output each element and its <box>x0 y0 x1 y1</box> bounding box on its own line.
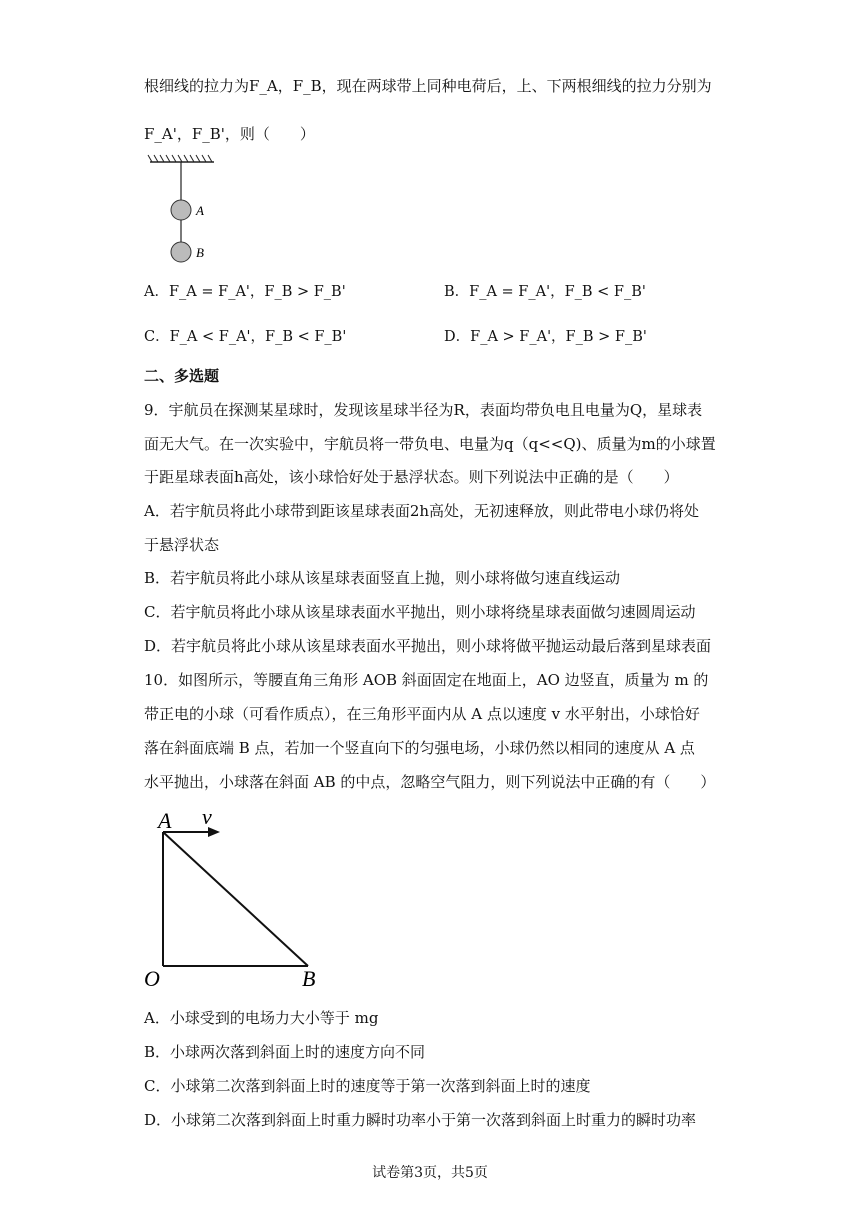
q8-option-a: A．F_A = F_A'，F_B > F_B' <box>144 284 346 300</box>
q8-option-c: C．F_A < F_A'，F_B < F_B' <box>144 329 347 345</box>
q10-option-a: A．小球受到的电场力大小等于 mg <box>144 1009 379 1027</box>
q9-option-d: D．若宇航员将此小球从该星球表面水平抛出，则小球将做平抛运动最后落到星球表面 <box>144 637 712 655</box>
q10-line-3: 落在斜面底端 B 点，若加一个竖直向下的匀强电场，小球仍然以相同的速度从 A 点 <box>144 739 695 757</box>
q8-line-2: F_A'，F_B'，则（ ） <box>144 125 315 143</box>
q8-option-d: D．F_A > F_A'，F_B > F_B' <box>444 329 647 345</box>
q9-option-c: C．若宇航员将此小球从该星球表面水平抛出，则小球将绕星球表面做匀速圆周运动 <box>144 603 696 621</box>
point-o-label: O <box>144 966 160 991</box>
point-b-label: B <box>302 966 316 991</box>
velocity-v-label: v <box>202 804 212 829</box>
q10-option-b: B．小球两次落到斜面上时的速度方向不同 <box>144 1043 426 1061</box>
q10-line-4: 水平抛出，小球落在斜面 AB 的中点，忽略空气阻力，则下列说法中正确的有（ ） <box>144 773 716 791</box>
ball-b-label: B <box>196 245 204 260</box>
q10-line-1: 10．如图所示，等腰直角三角形 AOB 斜面固定在地面上，AO 边竖直，质量为 m 的 <box>144 671 709 689</box>
q10-option-d: D．小球第二次落到斜面上时重力瞬时功率小于第一次落到斜面上时重力的瞬时功率 <box>144 1111 697 1129</box>
q8-option-b: B．F_A = F_A'，F_B < F_B' <box>444 284 646 300</box>
ball-a-label: A <box>196 203 204 218</box>
q9-option-a-line-2: 于悬浮状态 <box>144 536 220 554</box>
section-title-multiple-choice: 二、多选题 <box>144 367 220 385</box>
q9-line-2: 面无大气。在一次实验中，宇航员将一带负电、电量为q（q<<Q)、质量为m的小球置 <box>144 435 716 453</box>
triangle-aob-figure <box>140 800 340 1000</box>
q9-line-1: 9．宇航员在探测某星球时，发现该星球半径为R，表面均带负电且电量为Q，星球表 <box>144 401 703 419</box>
q8-line-1: 根细线的拉力为F_A，F_B，现在两球带上同种电荷后，上、下两根细线的拉力分别为 <box>144 77 712 95</box>
q9-option-a-line-1: A．若宇航员将此小球带到距该星球表面2h高处，无初速释放，则此带电小球仍将处 <box>144 502 700 520</box>
hanging-balls-figure <box>144 152 234 272</box>
q10-option-c: C．小球第二次落到斜面上时的速度等于第一次落到斜面上时的速度 <box>144 1077 591 1095</box>
q10-line-2: 带正电的小球（可看作质点），在三角形平面内从 A 点以速度 v 水平射出，小球恰好 <box>144 705 700 723</box>
q9-line-3: 于距星球表面h高处，该小球恰好处于悬浮状态。则下列说法中正确的是（ ） <box>144 468 679 486</box>
point-a-label: A <box>158 808 172 833</box>
q9-option-b: B．若宇航员将此小球从该星球表面竖直上抛，则小球将做匀速直线运动 <box>144 569 621 587</box>
page-footer: 试卷第3页，共5页 <box>372 1165 488 1181</box>
